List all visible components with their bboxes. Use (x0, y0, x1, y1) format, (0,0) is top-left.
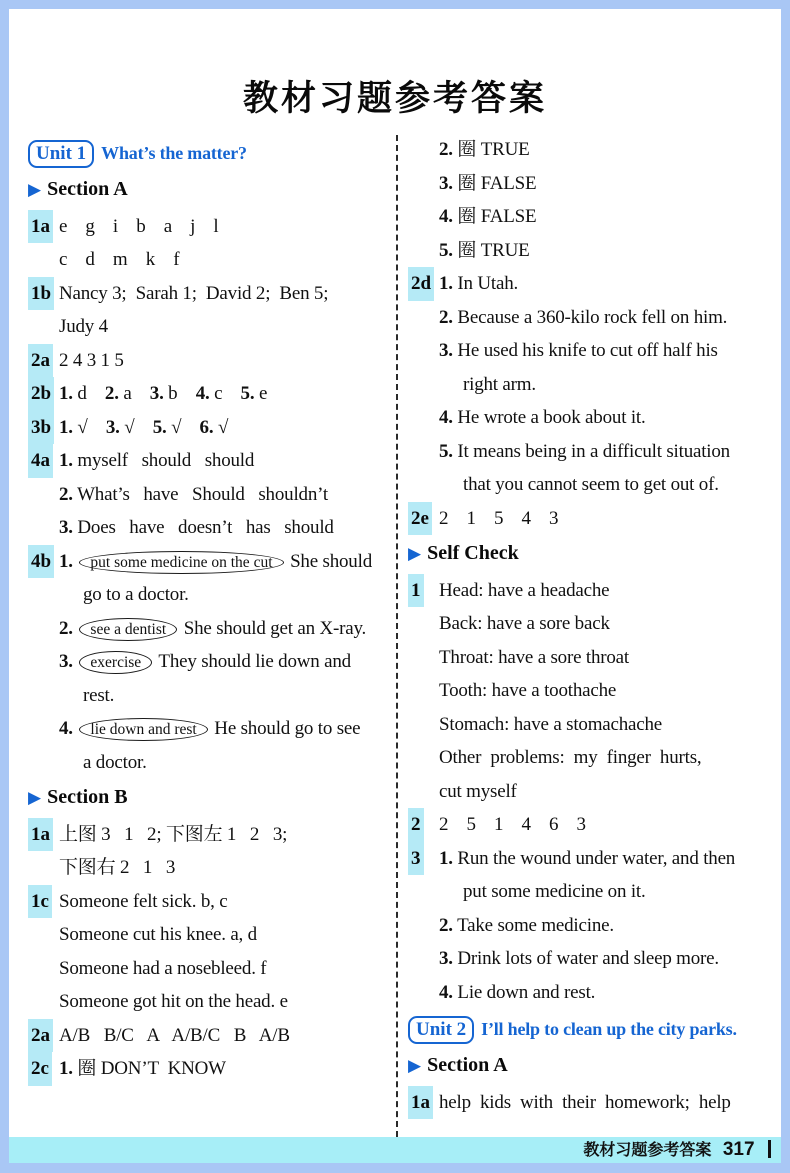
item-label: 4a (28, 444, 53, 478)
answer-line (439, 808, 780, 842)
answer-line (439, 1086, 780, 1120)
text-segment: 2. (439, 914, 453, 936)
text-segment (73, 618, 78, 639)
circled-phrase: lie down and rest (79, 718, 207, 741)
answer-line (439, 842, 780, 876)
answer-line (439, 708, 780, 742)
item-label: 2e (408, 502, 432, 536)
answer-line (439, 674, 780, 708)
text-segment: He wrote a book about it. (452, 407, 646, 428)
unit-title: What’s the matter? (101, 143, 247, 163)
text-segment: Tooth: have a toothache (439, 680, 617, 701)
text-segment: √ (119, 416, 153, 438)
text-segment (73, 718, 78, 739)
text-segment: 1. (439, 847, 453, 869)
answer-item (28, 377, 394, 411)
text-segment: 上图 3 1 2; 下图左 1 2 3; (59, 823, 288, 845)
text-segment: He should go to see (209, 718, 361, 739)
text-segment: 1. (59, 1058, 73, 1079)
text-segment: 4. (195, 383, 210, 404)
item-lines (439, 1086, 780, 1120)
footer-band (9, 1137, 781, 1163)
answer-line (59, 210, 394, 244)
text-segment: d (72, 383, 105, 404)
answer-line (439, 167, 780, 201)
text-segment: 圈 TRUE (452, 239, 530, 261)
triangle-bullet-icon: ▶ (28, 788, 42, 808)
answer-item (408, 842, 780, 1010)
answer-line (59, 712, 394, 746)
text-segment: 下图右 2 1 3 (59, 857, 176, 878)
text-segment: 3. (105, 416, 120, 438)
answer-line (59, 377, 394, 411)
text-segment: 圈 FALSE (452, 172, 537, 194)
unit-header (28, 137, 394, 171)
item-lines (59, 377, 394, 411)
text-segment: √ (166, 416, 200, 438)
text-segment: 圈 TRUE (452, 139, 530, 160)
text-segment: 2. (439, 306, 453, 328)
answer-line (59, 545, 394, 579)
answer-item (408, 267, 780, 502)
text-segment: e g i b a j l (59, 215, 219, 237)
item-lines (59, 1019, 394, 1053)
answer-item (28, 885, 394, 1019)
answer-line (59, 478, 394, 512)
text-segment: 2. (59, 617, 73, 639)
item-lines (59, 444, 394, 545)
text-segment: 4. (59, 718, 73, 739)
text-segment: They should lie down and (154, 651, 351, 672)
text-segment: cut myself (439, 780, 517, 802)
text-segment: 圈 DON’T KNOW (72, 1058, 226, 1079)
item-label: 2b (28, 377, 54, 411)
text-segment: 2. (439, 139, 453, 160)
section-header (28, 781, 394, 816)
text-segment: He used his knife to cut off half his (452, 340, 718, 361)
answer-line (439, 574, 780, 608)
answer-line (59, 310, 394, 344)
answer-line (439, 502, 780, 536)
answer-line (59, 885, 394, 919)
section-title: Self Check (427, 542, 519, 564)
section-header (408, 1049, 780, 1084)
text-segment: In Utah. (452, 273, 519, 294)
page-title: 教材习题参考答案 (242, 79, 547, 118)
unit-title: I’ll help to clean up the city parks. (481, 1019, 737, 1039)
text-segment: 2 1 5 4 3 (439, 507, 559, 529)
item-label: 1a (28, 818, 53, 852)
answer-line (59, 243, 394, 277)
text-segment: e (254, 383, 268, 404)
text-segment: 5. (439, 440, 453, 462)
item-lines (439, 267, 780, 502)
answer-line (59, 344, 394, 378)
text-segment: 1. (439, 273, 453, 294)
text-segment: √ (72, 416, 106, 438)
answer-line (59, 444, 394, 478)
answer-item (28, 444, 394, 545)
answer-line (439, 909, 780, 943)
text-segment: rest. (83, 684, 115, 706)
item-label: 2a (28, 1019, 53, 1053)
circled-phrase: exercise (79, 651, 152, 674)
text-segment: 1. (59, 450, 73, 471)
text-segment: Someone felt sick. b, c (59, 890, 228, 912)
answer-line (439, 133, 780, 167)
unit-badge: Unit 1 (28, 140, 94, 168)
text-segment: 3. (439, 948, 453, 969)
triangle-bullet-icon: ▶ (408, 1056, 422, 1076)
text-segment: 2 4 3 1 5 (59, 349, 124, 371)
answer-line (439, 234, 780, 268)
text-segment: 圈 FALSE (452, 206, 537, 227)
item-label: 4b (28, 545, 54, 579)
footer-page-number: 317 (722, 1139, 755, 1160)
text-segment: c (209, 383, 241, 404)
item-label: 1a (28, 210, 53, 244)
text-segment: She should get an X-ray. (179, 617, 367, 639)
answer-item (28, 545, 394, 780)
footer-bar-icon (768, 1140, 771, 1158)
text-segment (73, 551, 78, 572)
answer-line (439, 607, 780, 641)
item-label: 2c (28, 1052, 52, 1086)
item-lines (59, 885, 394, 1019)
text-segment: What’s have Should shouldn’t (72, 483, 328, 505)
text-segment: that you cannot seem to get out of. (463, 474, 719, 495)
answer-line (59, 645, 394, 679)
answer-line (59, 1019, 394, 1053)
text-segment: 5. (152, 416, 167, 438)
text-segment: Nancy 3; Sarah 1; David 2; Ben 5; (59, 282, 329, 304)
text-segment: 4. (439, 407, 453, 428)
item-label: 1 (408, 574, 424, 608)
left-column (28, 133, 394, 1086)
answer-item (408, 133, 780, 267)
answer-line (59, 818, 394, 852)
item-lines (439, 574, 780, 809)
answer-line (439, 775, 780, 809)
circled-phrase: see a dentist (79, 618, 177, 641)
answer-line (439, 435, 780, 469)
answer-line (439, 875, 780, 909)
text-segment: put some medicine on it. (463, 881, 646, 902)
answer-line (439, 468, 780, 502)
text-segment: Drink lots of water and sleep more. (452, 948, 719, 969)
answer-line (439, 741, 780, 775)
answer-line (439, 267, 780, 301)
item-lines (439, 502, 780, 536)
text-segment: Someone cut his knee. a, d (59, 924, 257, 945)
answer-line (59, 985, 394, 1019)
answer-line (439, 942, 780, 976)
answer-item (28, 344, 394, 378)
text-segment: help kids with their homework; help (439, 1091, 731, 1113)
text-segment: Someone got hit on the head. e (59, 991, 288, 1012)
answer-item (408, 808, 780, 842)
text-segment: 1. (59, 416, 73, 438)
text-segment: 1. (59, 383, 73, 404)
text-segment: 2 5 1 4 6 3 (439, 814, 586, 835)
text-segment: 3. (439, 172, 453, 194)
item-lines (59, 210, 394, 277)
text-segment: 5. (439, 239, 453, 261)
answer-line (59, 1052, 394, 1086)
text-segment: Other problems: my finger hurts, (439, 747, 702, 768)
text-segment: Take some medicine. (452, 914, 614, 936)
item-lines (439, 808, 780, 842)
item-lines (59, 277, 394, 344)
right-column (408, 133, 780, 1119)
section-title: Section B (47, 786, 128, 808)
text-segment: Does have doesn’t has should (72, 517, 334, 538)
answer-item (408, 574, 780, 809)
text-segment: 3. (59, 651, 73, 672)
text-segment: Back: have a sore back (439, 613, 610, 634)
text-segment: b (163, 383, 196, 404)
section-header (28, 173, 394, 208)
footer (583, 1137, 771, 1163)
circled-phrase: put some medicine on the cut (79, 551, 283, 574)
section-title: Section A (427, 1054, 508, 1076)
text-segment: 2. (104, 383, 119, 404)
answer-line (59, 277, 394, 311)
answer-line (59, 746, 394, 780)
item-label: 3 (408, 842, 424, 876)
section-header (408, 537, 780, 572)
text-segment: Run the wound under water, and then (452, 847, 736, 869)
text-segment: It means being in a difficult situation (452, 440, 730, 462)
answer-line (439, 976, 780, 1010)
answer-line (439, 401, 780, 435)
text-segment: Stomach: have a stomachache (439, 713, 663, 735)
item-label: 2 (408, 808, 424, 842)
text-segment (73, 651, 78, 672)
text-segment: 3. (439, 340, 453, 361)
text-segment: 4. (439, 206, 453, 227)
answer-line (439, 301, 780, 335)
text-segment: Throat: have a sore throat (439, 646, 629, 668)
text-segment: 3. (59, 517, 73, 538)
answer-line (439, 368, 780, 402)
item-label: 3b (28, 411, 54, 445)
text-segment: go to a doctor. (83, 584, 189, 605)
text-segment: 3. (149, 383, 164, 404)
item-label: 1b (28, 277, 54, 311)
text-segment: She should (285, 550, 372, 572)
answer-line (439, 200, 780, 234)
text-segment: Head: have a headache (439, 579, 610, 601)
text-segment: a (118, 383, 150, 404)
text-segment: Lie down and rest. (452, 981, 596, 1003)
text-segment: Because a 360-kilo rock fell on him. (452, 306, 728, 328)
item-lines (439, 133, 780, 267)
answer-item (28, 1019, 394, 1053)
answer-item (408, 502, 780, 536)
answer-line (59, 411, 394, 445)
text-segment: a doctor. (83, 751, 147, 773)
item-lines (59, 344, 394, 378)
answer-item (28, 818, 394, 885)
text-segment: 1. (59, 550, 73, 572)
answer-item (408, 1086, 780, 1120)
section-title: Section A (47, 178, 128, 200)
text-segment: 5. (240, 383, 255, 404)
answer-line (59, 952, 394, 986)
answer-line (439, 334, 780, 368)
answer-line (439, 641, 780, 675)
triangle-bullet-icon: ▶ (408, 544, 422, 564)
item-label: 1a (408, 1086, 433, 1120)
answer-line (59, 612, 394, 646)
item-lines (439, 842, 780, 1010)
text-segment: √ (213, 416, 229, 438)
text-segment: 6. (199, 416, 214, 438)
item-label: 2d (408, 267, 434, 301)
answer-line (59, 511, 394, 545)
text-segment: c d m k f (59, 249, 180, 270)
text-segment: 4. (439, 981, 453, 1003)
text-segment: A/B B/C A A/B/C B A/B (59, 1024, 290, 1046)
answer-line (59, 679, 394, 713)
book-page (9, 9, 781, 1163)
text-segment: myself should should (72, 450, 255, 471)
item-lines (59, 545, 394, 780)
item-lines (59, 1052, 394, 1086)
answer-line (59, 851, 394, 885)
triangle-bullet-icon: ▶ (28, 180, 42, 200)
column-divider (396, 135, 398, 1137)
answer-item (28, 210, 394, 277)
unit-badge: Unit 2 (408, 1016, 474, 1044)
item-lines (59, 411, 394, 445)
answer-line (59, 578, 394, 612)
text-segment: right arm. (463, 373, 536, 395)
footer-label: 教材习题参考答案 (583, 1142, 712, 1159)
item-lines (59, 818, 394, 885)
answer-item (28, 277, 394, 344)
unit-header (408, 1013, 780, 1047)
answer-item (28, 411, 394, 445)
text-segment: 2. (59, 483, 73, 505)
item-label: 2a (28, 344, 53, 378)
answer-line (59, 918, 394, 952)
item-label: 1c (28, 885, 52, 919)
text-segment: Someone had a nosebleed. f (59, 957, 267, 979)
answer-item (28, 1052, 394, 1086)
text-segment: Judy 4 (59, 316, 108, 337)
